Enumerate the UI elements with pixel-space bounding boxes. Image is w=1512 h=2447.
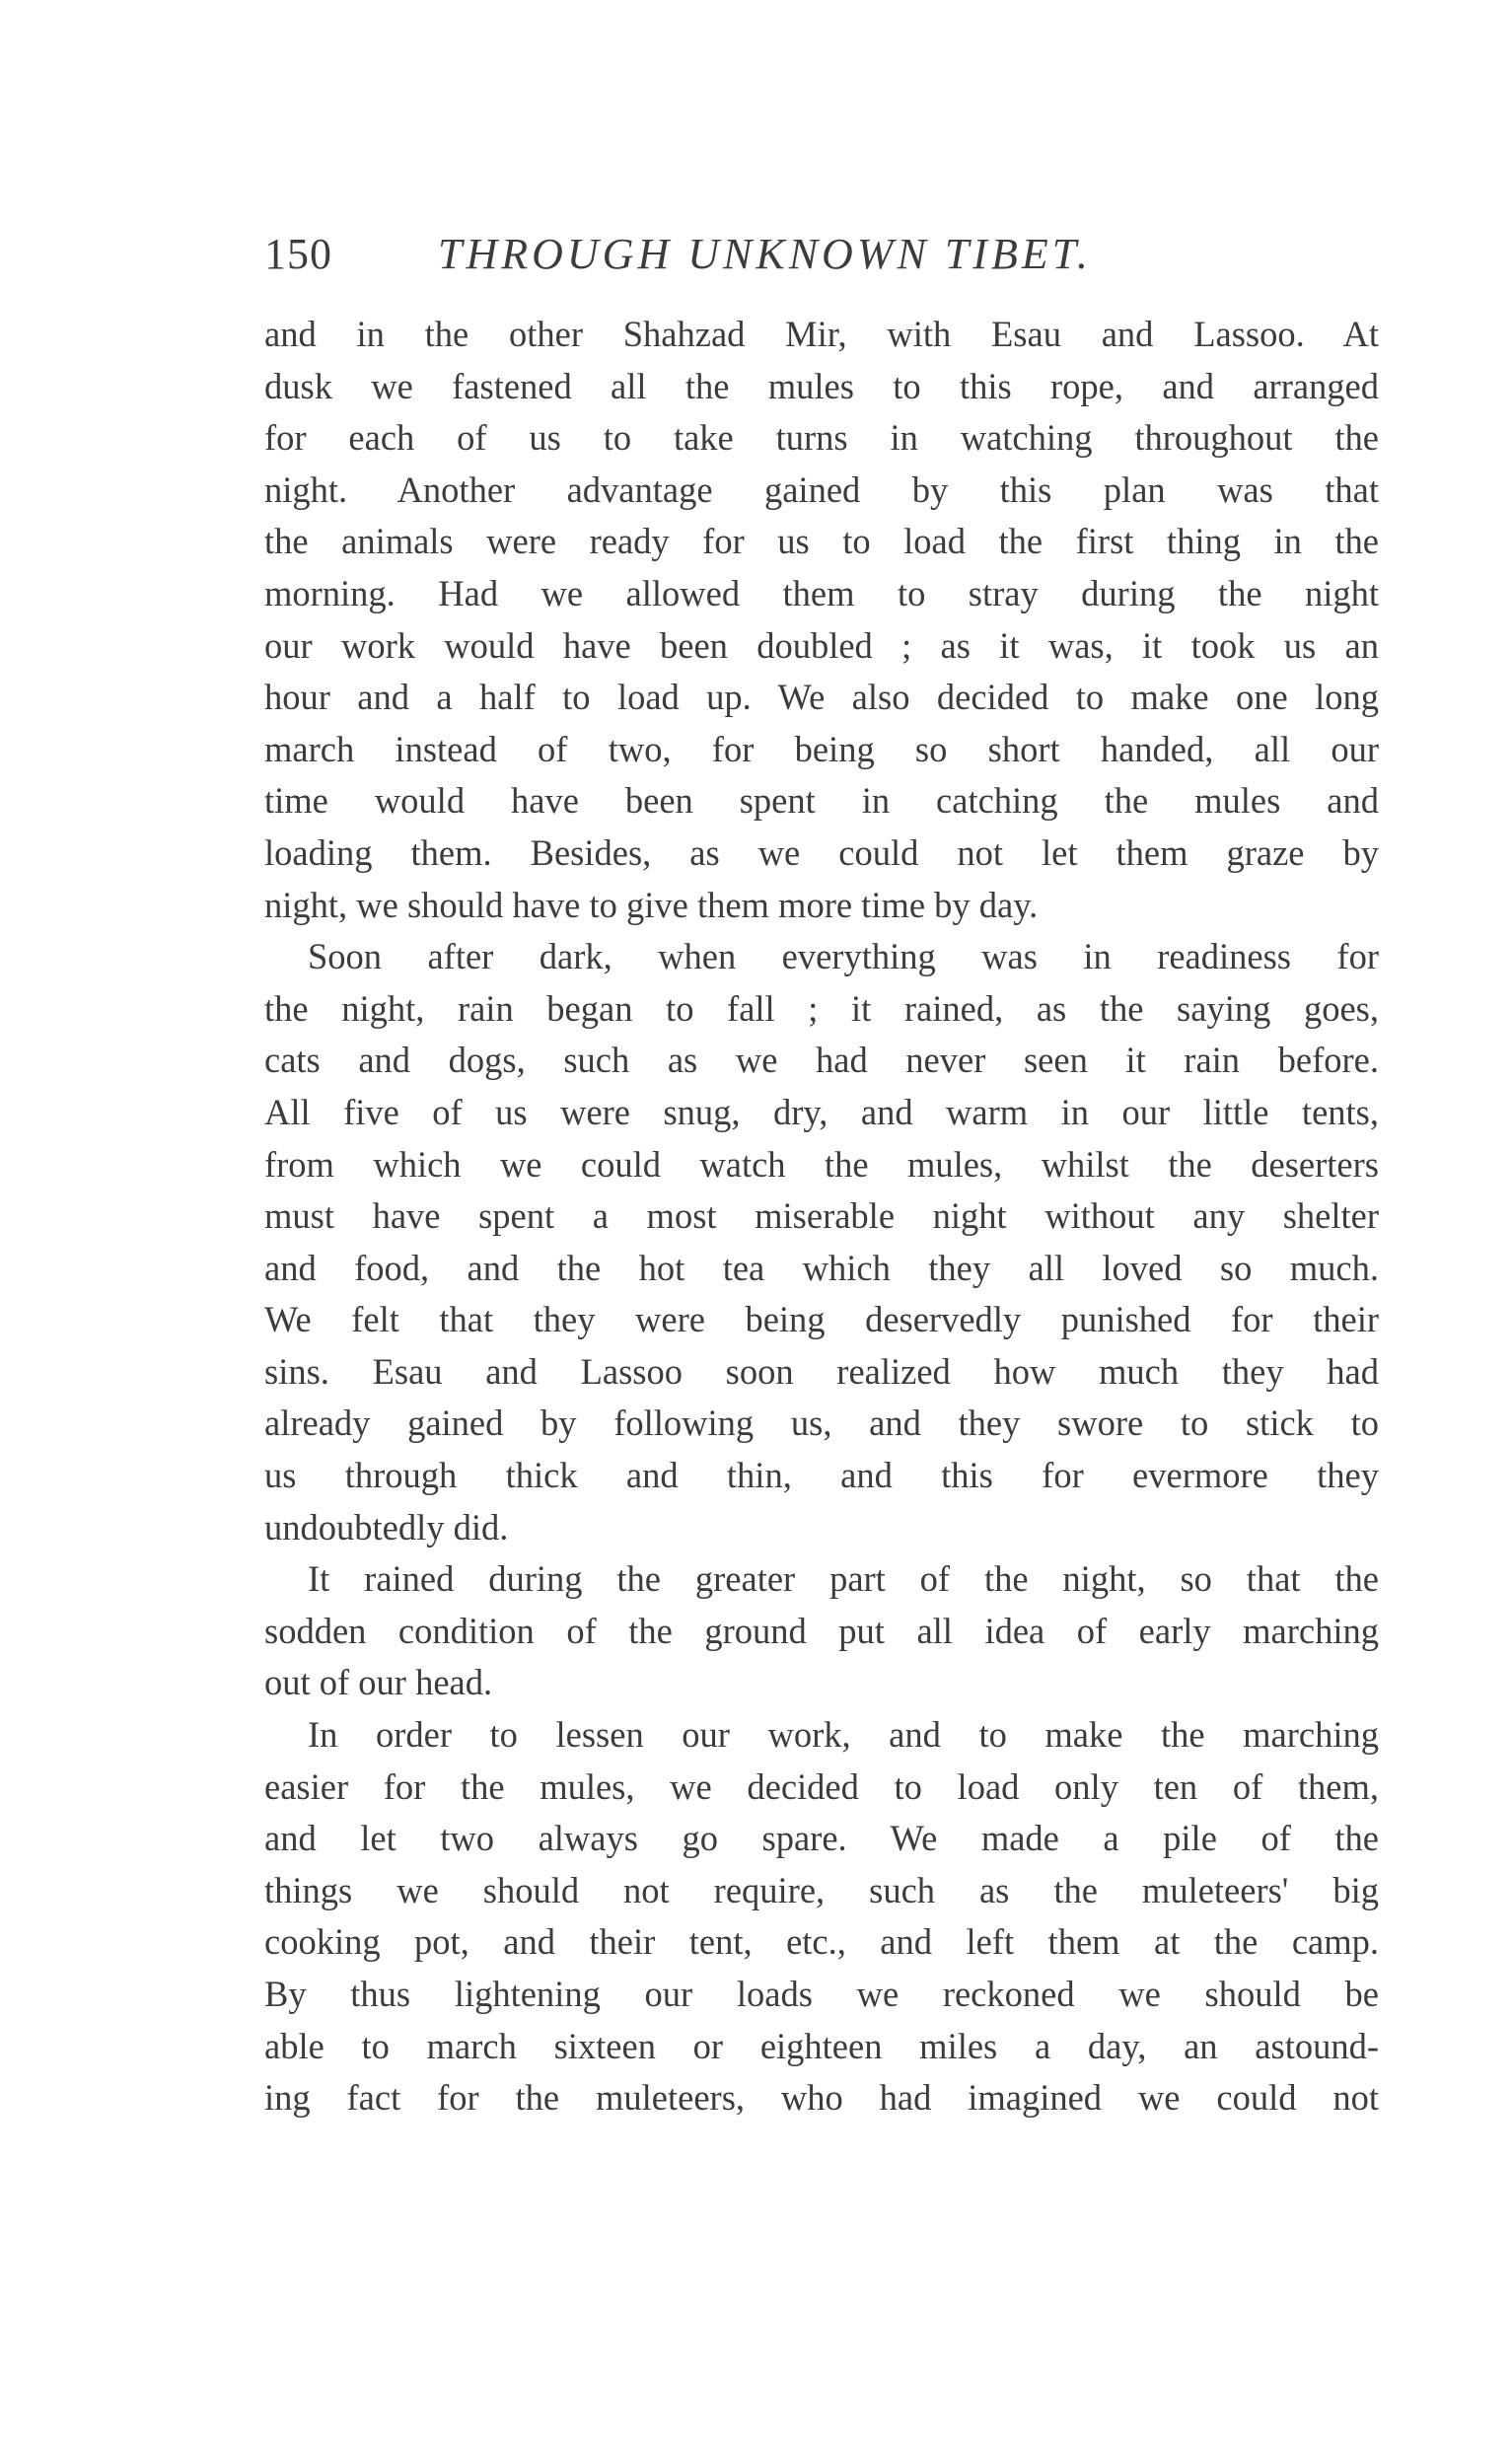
text-line: It rained during the greater part of the night, so that the: [308, 1558, 1379, 1600]
text-line: our work would have been doubled ; as it was, it took us an: [264, 624, 1379, 666]
text-line: We felt that they were being deservedly punished for their: [264, 1299, 1379, 1340]
paragraph: [264, 1553, 1379, 1709]
text-line: must have spent a most miserable night without any shelter: [264, 1195, 1379, 1237]
text-line: night, we should have to give them more time by day.: [264, 884, 1039, 925]
text-line: out of our head.: [264, 1662, 493, 1703]
running-title: THROUGH UNKNOWN TIBET.: [438, 230, 1092, 278]
text-line: already gained by following us, and they swore to stick to: [264, 1403, 1379, 1444]
text-line: night. Another advantage gained by this plan was that: [264, 468, 1379, 510]
paragraph: [264, 309, 1379, 931]
text-line: march instead of two, for being so short handed, all our: [264, 728, 1379, 769]
text-line: and food, and the hot tea which they all loved so much.: [264, 1247, 1379, 1288]
paragraph: [264, 1709, 1379, 2124]
text-line: All five of us were snug, dry, and warm in our little tents,: [264, 1091, 1379, 1132]
text-line: morning. Had we allowed them to stray during the night: [264, 572, 1379, 613]
text-line: In order to lessen our work, and to make the marching: [308, 1714, 1379, 1756]
text-line: easier for the mules, we decided to load only ten of them,: [264, 1765, 1379, 1807]
text-line: sodden condition of the ground put all idea of early marching: [264, 1610, 1379, 1651]
text-line: dusk we fastened all the mules to this rope, and arranged: [264, 365, 1379, 406]
text-line: cooking pot, and their tent, etc., and left them at the camp.: [264, 1921, 1379, 1963]
running-head: [264, 225, 1379, 284]
paragraph: [264, 931, 1379, 1553]
text-line: the animals were ready for us to load the first thing in the: [264, 521, 1379, 562]
text-line: undoubtedly did.: [264, 1506, 509, 1547]
text-line: sins. Esau and Lassoo soon realized how much they had: [264, 1350, 1379, 1392]
text-line: us through thick and thin, and this for evermore they: [264, 1455, 1379, 1496]
body-text: [264, 309, 1379, 2124]
text-line: loading them. Besides, as we could not let them graze by: [264, 831, 1379, 873]
text-line: hour and a half to load up. We also decided to make one long: [264, 677, 1379, 718]
text-line: things we should not require, such as the muleteers' big: [264, 1869, 1379, 1910]
text-line: able to march sixteen or eighteen miles a day, an astound-: [264, 2025, 1379, 2066]
page-number: 150: [264, 230, 332, 278]
text-line: time would have been spent in catching the mules and: [264, 780, 1379, 822]
text-line: Soon after dark, when everything was in readiness for: [308, 936, 1379, 977]
text-line: By thus lightening our loads we reckoned we should be: [264, 1974, 1379, 2014]
text-line: and let two always go spare. We made a pile of the: [264, 1818, 1379, 1859]
text-line: ing fact for the muleteers, who had imagined we could not: [264, 2077, 1379, 2119]
text-line: the night, rain began to fall ; it rained, as the saying goes,: [264, 987, 1379, 1029]
text-line: and in the other Shahzad Mir, with Esau and Lassoo. At: [264, 314, 1379, 354]
text-line: cats and dogs, such as we had never seen it rain before.: [264, 1040, 1379, 1081]
text-line: from which we could watch the mules, whilst the deserters: [264, 1143, 1379, 1185]
text-line: for each of us to take turns in watching throughout the: [264, 417, 1379, 459]
